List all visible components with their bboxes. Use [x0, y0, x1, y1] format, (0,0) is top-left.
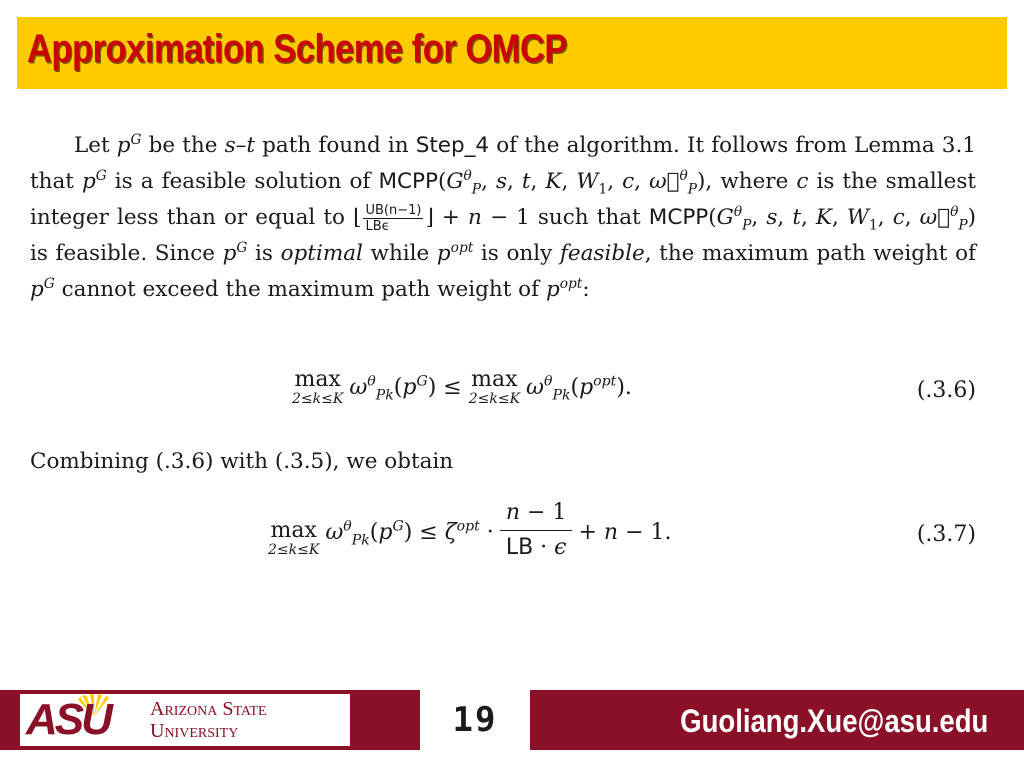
equation-3-7: max 2≤k≤K $\omega^\theta_{Pk}(p^G) \le \zeta^{opt}$ · $\frac{n - 1}{LB \cdot \epsilon}$ + n − 1. (.3.7) — [268, 500, 976, 560]
page-number-box — [420, 690, 530, 750]
paragraph-combining: Combining (.3.6) with (.3.5), we obtain — [30, 449, 454, 474]
max-operator: max 2≤k≤K — [468, 367, 521, 407]
title-bar — [17, 17, 1007, 89]
slide-title: Approximation Scheme for OMCP — [27, 27, 567, 71]
page-number: 19 — [452, 700, 498, 740]
inline-fraction: $\frac{UB(n-1)}{\text{LBϵ}}$ — [365, 202, 422, 234]
mcpp-args: ($G^\theta_P$, s, t, K, $W_1$, c, ω⃗$^\theta_P$), — [437, 167, 713, 198]
footer-bar — [0, 690, 1024, 750]
step-ref: Step_4 — [415, 133, 490, 158]
equation-number: (.3.7) — [916, 522, 976, 547]
asu-logo — [20, 694, 350, 746]
max-operator: max 2≤k≤K — [268, 517, 320, 558]
max-operator: max 2≤k≤K — [292, 367, 344, 407]
equation-number: (.3.6) — [916, 378, 976, 403]
logo-text-line2: University — [150, 720, 239, 742]
logo-mark: ASU — [26, 695, 110, 744]
paragraph-proof: Let $p^G$ be the s–t path found in Step_4 of the algorithm. It follows from Lemma 3.1 that $p^G$ is a feasible solution of $MCPP(G^\theta_P$, s, t, K, $W_1$, c, ω⃗$^\theta_P$), where c is the smallest integer less than or equal to ⌊ $\frac{UB(n-1)}{\text{LBϵ}}$ ⌋ + n − 1 such that $MCPP(G^\theta_P$, s, t, K, $W_1$, c, ω⃗$^\theta_P$) is feasible. Since $p^G$ is optimal while $p^{opt}$ is only feasible, the maximum path weight of $p^G$ cannot exceed the maximum path weight of $p^{opt}$: — [30, 131, 977, 302]
equation-3-6: max 2≤k≤K $\omega^\theta_{Pk}(p^G)$ ≤ max 2≤k≤K $\omega^\theta_{Pk}(p^{opt})$. (.3.6) — [292, 367, 976, 407]
slide-body — [30, 128, 976, 308]
slide-body-2 — [30, 444, 976, 480]
display-fraction: $\frac{n - 1}{LB \cdot \epsilon}$ — [500, 500, 573, 561]
author-email: Guoliang.Xue@asu.edu — [679, 703, 988, 739]
logo-text-line1: Arizona State — [150, 698, 267, 720]
